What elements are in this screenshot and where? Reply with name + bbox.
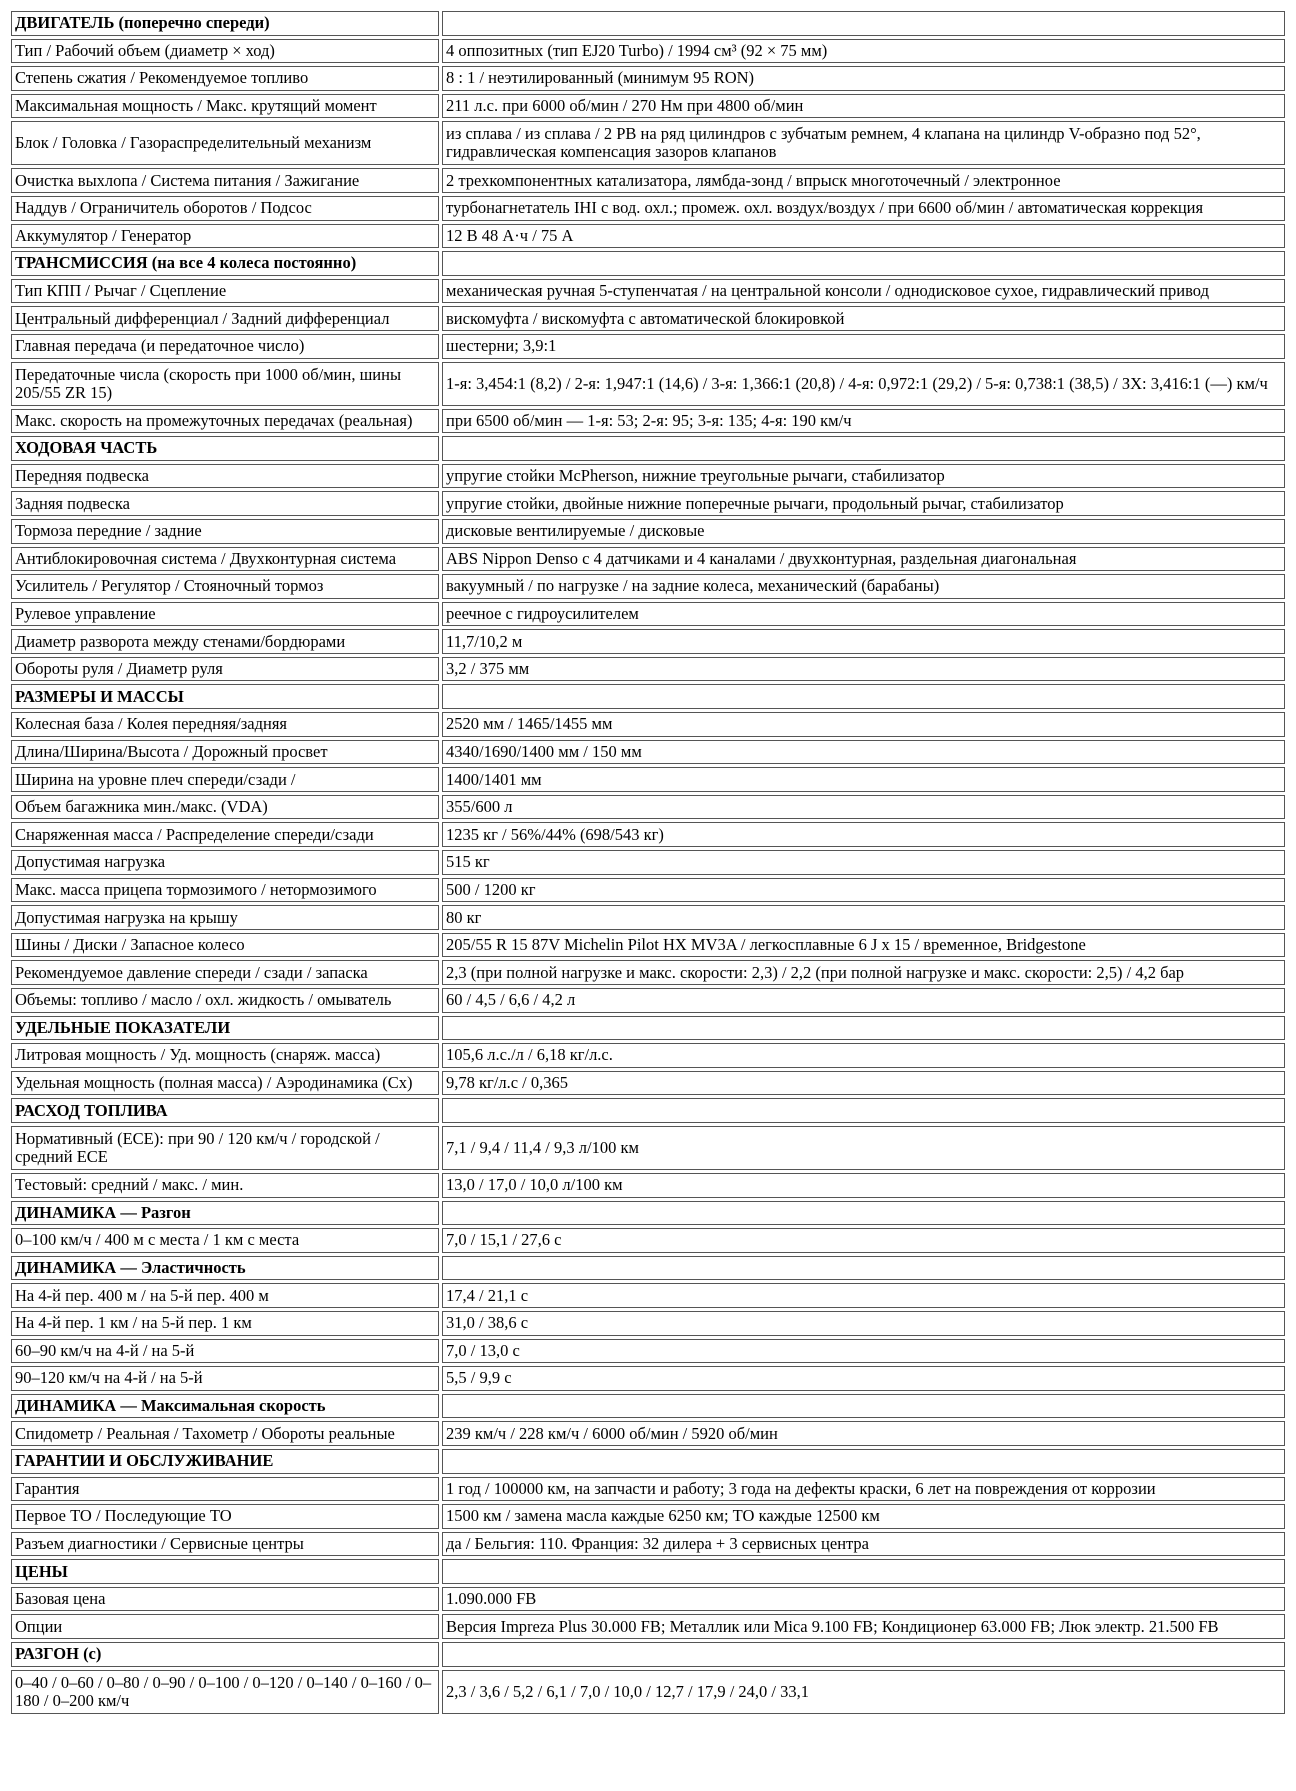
spec-value: вискомуфта / вискомуфта с автоматической блокировкой bbox=[442, 306, 1285, 331]
spec-label: Усилитель / Регулятор / Стояночный тормоз bbox=[11, 574, 439, 599]
spec-value: 12 В 48 А·ч / 75 А bbox=[442, 224, 1285, 249]
spec-row bbox=[11, 1339, 1285, 1364]
spec-label: Шины / Диски / Запасное колесо bbox=[11, 933, 439, 958]
spec-row bbox=[11, 1614, 1285, 1639]
spec-row bbox=[11, 795, 1285, 820]
spec-row bbox=[11, 657, 1285, 682]
spec-row bbox=[11, 279, 1285, 304]
section-header-row bbox=[11, 1098, 1285, 1123]
spec-row bbox=[11, 121, 1285, 165]
section-title: ДИНАМИКА — Разгон bbox=[11, 1201, 439, 1226]
spec-label: Обороты руля / Диаметр руля bbox=[11, 657, 439, 682]
spec-label: Задняя подвеска bbox=[11, 491, 439, 516]
spec-value: 1400/1401 мм bbox=[442, 767, 1285, 792]
spec-label: Опции bbox=[11, 1614, 439, 1639]
spec-value: 5,5 / 9,9 с bbox=[442, 1366, 1285, 1391]
section-title: РАЗГОН (с) bbox=[11, 1642, 439, 1667]
section-header-row bbox=[11, 1642, 1285, 1667]
spec-row bbox=[11, 574, 1285, 599]
spec-row bbox=[11, 1228, 1285, 1253]
spec-row bbox=[11, 1670, 1285, 1714]
section-title: УДЕЛЬНЫЕ ПОКАЗАТЕЛИ bbox=[11, 1016, 439, 1041]
section-title: РАСХОД ТОПЛИВА bbox=[11, 1098, 439, 1123]
section-value-empty bbox=[442, 1256, 1285, 1281]
spec-label: Длина/Ширина/Высота / Дорожный просвет bbox=[11, 740, 439, 765]
spec-value: 2 трехкомпонентных катализатора, лямбда-зонд / впрыск многоточечный / электронное bbox=[442, 168, 1285, 193]
section-title: ДИНАМИКА — Эластичность bbox=[11, 1256, 439, 1281]
spec-label: Тормоза передние / задние bbox=[11, 519, 439, 544]
spec-label: Рулевое управление bbox=[11, 602, 439, 627]
spec-label: Наддув / Ограничитель оборотов / Подсос bbox=[11, 196, 439, 221]
spec-value: 31,0 / 38,6 с bbox=[442, 1311, 1285, 1336]
section-title: ДИНАМИКА — Максимальная скорость bbox=[11, 1394, 439, 1419]
spec-row bbox=[11, 306, 1285, 331]
section-header-row bbox=[11, 1559, 1285, 1584]
spec-row bbox=[11, 334, 1285, 359]
section-value-empty bbox=[442, 1016, 1285, 1041]
spec-label: Базовая цена bbox=[11, 1587, 439, 1612]
section-value-empty bbox=[442, 1642, 1285, 1667]
spec-row bbox=[11, 66, 1285, 91]
spec-value: механическая ручная 5-ступенчатая / на центральной консоли / однодисковое сухое, гидравлический привод bbox=[442, 279, 1285, 304]
spec-row bbox=[11, 409, 1285, 434]
spec-value: 9,78 кг/л.с / 0,365 bbox=[442, 1071, 1285, 1096]
spec-label: Главная передача (и передаточное число) bbox=[11, 334, 439, 359]
spec-row bbox=[11, 878, 1285, 903]
spec-value: 7,0 / 15,1 / 27,6 с bbox=[442, 1228, 1285, 1253]
spec-label: На 4-й пер. 1 км / на 5-й пер. 1 км bbox=[11, 1311, 439, 1336]
spec-value: 211 л.с. при 6000 об/мин / 270 Нм при 4800 об/мин bbox=[442, 94, 1285, 119]
section-value-empty bbox=[442, 1559, 1285, 1584]
spec-value: 11,7/10,2 м bbox=[442, 629, 1285, 654]
spec-label: Объем багажника мин./макс. (VDA) bbox=[11, 795, 439, 820]
spec-label: Допустимая нагрузка на крышу bbox=[11, 905, 439, 930]
spec-label: Очистка выхлопа / Система питания / Зажигание bbox=[11, 168, 439, 193]
spec-value: 3,2 / 375 мм bbox=[442, 657, 1285, 682]
spec-label: Разъем диагностики / Сервисные центры bbox=[11, 1532, 439, 1557]
spec-label: На 4-й пер. 400 м / на 5-й пер. 400 м bbox=[11, 1283, 439, 1308]
spec-value: 8 : 1 / неэтилированный (минимум 95 RON) bbox=[442, 66, 1285, 91]
spec-label: 90–120 км/ч на 4-й / на 5-й bbox=[11, 1366, 439, 1391]
spec-label: Блок / Головка / Газораспределительный механизм bbox=[11, 121, 439, 165]
spec-label: Объемы: топливо / масло / охл. жидкость / омыватель bbox=[11, 988, 439, 1013]
spec-label: 0–100 км/ч / 400 м с места / 1 км с места bbox=[11, 1228, 439, 1253]
spec-value: дисковые вентилируемые / дисковые bbox=[442, 519, 1285, 544]
spec-row bbox=[11, 988, 1285, 1013]
spec-label: 0–40 / 0–60 / 0–80 / 0–90 / 0–100 / 0–120 / 0–140 / 0–160 / 0–180 / 0–200 км/ч bbox=[11, 1670, 439, 1714]
spec-value: 13,0 / 17,0 / 10,0 л/100 км bbox=[442, 1173, 1285, 1198]
spec-row bbox=[11, 1504, 1285, 1529]
spec-value: 2,3 / 3,6 / 5,2 / 6,1 / 7,0 / 10,0 / 12,7 / 17,9 / 24,0 / 33,1 bbox=[442, 1670, 1285, 1714]
spec-label: Макс. масса прицепа тормозимого / нетормозимого bbox=[11, 878, 439, 903]
spec-value: 80 кг bbox=[442, 905, 1285, 930]
spec-label: Рекомендуемое давление спереди / сзади / запаска bbox=[11, 960, 439, 985]
spec-row bbox=[11, 712, 1285, 737]
spec-row bbox=[11, 224, 1285, 249]
spec-row bbox=[11, 1366, 1285, 1391]
spec-row bbox=[11, 519, 1285, 544]
spec-row bbox=[11, 933, 1285, 958]
spec-row bbox=[11, 1311, 1285, 1336]
spec-label: Степень сжатия / Рекомендуемое топливо bbox=[11, 66, 439, 91]
spec-value: 7,1 / 9,4 / 11,4 / 9,3 л/100 км bbox=[442, 1126, 1285, 1170]
section-header-row bbox=[11, 1449, 1285, 1474]
spec-value: шестерни; 3,9:1 bbox=[442, 334, 1285, 359]
spec-label: Передаточные числа (скорость при 1000 об/мин, шины 205/55 ZR 15) bbox=[11, 362, 439, 406]
section-header-row bbox=[11, 684, 1285, 709]
spec-table-body bbox=[11, 11, 1285, 1714]
spec-label: Максимальная мощность / Макс. крутящий момент bbox=[11, 94, 439, 119]
spec-value: 2,3 (при полной нагрузке и макс. скорости: 2,3) / 2,2 (при полной нагрузке и макс. скорости: 2,5) / 4,2 бар bbox=[442, 960, 1285, 985]
spec-row bbox=[11, 740, 1285, 765]
section-value-empty bbox=[442, 1394, 1285, 1419]
section-header-row bbox=[11, 1201, 1285, 1226]
spec-row bbox=[11, 905, 1285, 930]
section-title: ДВИГАТЕЛЬ (поперечно спереди) bbox=[11, 11, 439, 36]
section-value-empty bbox=[442, 251, 1285, 276]
section-value-empty bbox=[442, 11, 1285, 36]
section-value-empty bbox=[442, 1098, 1285, 1123]
spec-label: Колесная база / Колея передняя/задняя bbox=[11, 712, 439, 737]
spec-row bbox=[11, 491, 1285, 516]
section-title: РАЗМЕРЫ И МАССЫ bbox=[11, 684, 439, 709]
spec-value: 1-я: 3,454:1 (8,2) / 2-я: 1,947:1 (14,6) / 3-я: 1,366:1 (20,8) / 4-я: 0,972:1 (29,2) / 5-я: 0,738:1 (38,5) / ЗХ: 3,416:1 (—) км/ч bbox=[442, 362, 1285, 406]
spec-row bbox=[11, 1126, 1285, 1170]
spec-label: Удельная мощность (полная масса) / Аэродинамика (Cx) bbox=[11, 1071, 439, 1096]
spec-row bbox=[11, 547, 1285, 572]
spec-label: Центральный дифференциал / Задний дифференциал bbox=[11, 306, 439, 331]
spec-value: из сплава / из сплава / 2 РВ на ряд цилиндров с зубчатым ремнем, 4 клапана на цилиндр V-образно под 52°, гидравлическая компенсация зазоров клапанов bbox=[442, 121, 1285, 165]
spec-row bbox=[11, 168, 1285, 193]
spec-label: Аккумулятор / Генератор bbox=[11, 224, 439, 249]
spec-value: 515 кг bbox=[442, 850, 1285, 875]
spec-value: турбонагнетатель IHI с вод. охл.; промеж. охл. воздух/воздух / при 6600 об/мин / автоматическая коррекция bbox=[442, 196, 1285, 221]
spec-label: Снаряженная масса / Распределение спереди/сзади bbox=[11, 822, 439, 847]
spec-value: 1.090.000 FB bbox=[442, 1587, 1285, 1612]
spec-label: Тестовый: средний / макс. / мин. bbox=[11, 1173, 439, 1198]
spec-value: 2520 мм / 1465/1455 мм bbox=[442, 712, 1285, 737]
section-header-row bbox=[11, 251, 1285, 276]
spec-value: 17,4 / 21,1 с bbox=[442, 1283, 1285, 1308]
section-value-empty bbox=[442, 1449, 1285, 1474]
spec-label: Диаметр разворота между стенами/бордюрами bbox=[11, 629, 439, 654]
spec-label: Нормативный (ЕСЕ): при 90 / 120 км/ч / городской / средний ЕСЕ bbox=[11, 1126, 439, 1170]
spec-row bbox=[11, 1173, 1285, 1198]
section-value-empty bbox=[442, 1201, 1285, 1226]
spec-row bbox=[11, 602, 1285, 627]
spec-value: упругие стойки McPherson, нижние треугольные рычаги, стабилизатор bbox=[442, 464, 1285, 489]
spec-label: Спидометр / Реальная / Тахометр / Обороты реальные bbox=[11, 1421, 439, 1446]
section-value-empty bbox=[442, 684, 1285, 709]
spec-row bbox=[11, 1283, 1285, 1308]
spec-row bbox=[11, 464, 1285, 489]
spec-table bbox=[8, 8, 1288, 1717]
spec-value: 355/600 л bbox=[442, 795, 1285, 820]
spec-value: 60 / 4,5 / 6,6 / 4,2 л bbox=[442, 988, 1285, 1013]
spec-value: 1 год / 100000 км, на запчасти и работу; 3 года на дефекты краски, 6 лет на повреждения от коррозии bbox=[442, 1477, 1285, 1502]
spec-value: 7,0 / 13,0 с bbox=[442, 1339, 1285, 1364]
spec-label: Первое ТО / Последующие ТО bbox=[11, 1504, 439, 1529]
spec-value: 205/55 R 15 87V Michelin Pilot HX MV3A / легкосплавные 6 J x 15 / временное, Bridgestone bbox=[442, 933, 1285, 958]
spec-row bbox=[11, 1043, 1285, 1068]
section-value-empty bbox=[442, 436, 1285, 461]
spec-label: Ширина на уровне плеч спереди/сзади / bbox=[11, 767, 439, 792]
spec-value: 500 / 1200 кг bbox=[442, 878, 1285, 903]
section-header-row bbox=[11, 1016, 1285, 1041]
spec-value: 239 км/ч / 228 км/ч / 6000 об/мин / 5920 об/мин bbox=[442, 1421, 1285, 1446]
spec-label: Макс. скорость на промежуточных передачах (реальная) bbox=[11, 409, 439, 434]
spec-value: 105,6 л.с./л / 6,18 кг/л.с. bbox=[442, 1043, 1285, 1068]
spec-row bbox=[11, 1071, 1285, 1096]
section-header-row bbox=[11, 1256, 1285, 1281]
spec-row bbox=[11, 1421, 1285, 1446]
spec-value: 1235 кг / 56%/44% (698/543 кг) bbox=[442, 822, 1285, 847]
spec-value: 1500 км / замена масла каждые 6250 км; ТО каждые 12500 км bbox=[442, 1504, 1285, 1529]
section-title: ГАРАНТИИ И ОБСЛУЖИВАНИЕ bbox=[11, 1449, 439, 1474]
spec-value: реечное с гидроусилителем bbox=[442, 602, 1285, 627]
spec-value: 4 оппозитных (тип EJ20 Turbo) / 1994 см³ (92 × 75 мм) bbox=[442, 39, 1285, 64]
spec-value: ABS Nippon Denso с 4 датчиками и 4 каналами / двухконтурная, раздельная диагональная bbox=[442, 547, 1285, 572]
spec-label: Тип КПП / Рычаг / Сцепление bbox=[11, 279, 439, 304]
spec-value: упругие стойки, двойные нижние поперечные рычаги, продольный рычаг, стабилизатор bbox=[442, 491, 1285, 516]
spec-value: Версия Impreza Plus 30.000 FB; Металлик или Mica 9.100 FB; Кондиционер 63.000 FB; Люк электр. 21.500 FB bbox=[442, 1614, 1285, 1639]
spec-label: 60–90 км/ч на 4-й / на 5-й bbox=[11, 1339, 439, 1364]
section-title: ТРАНСМИССИЯ (на все 4 колеса постоянно) bbox=[11, 251, 439, 276]
spec-label: Тип / Рабочий объем (диаметр × ход) bbox=[11, 39, 439, 64]
spec-value: вакуумный / по нагрузке / на задние колеса, механический (барабаны) bbox=[442, 574, 1285, 599]
spec-value: при 6500 об/мин — 1-я: 53; 2-я: 95; 3-я: 135; 4-я: 190 км/ч bbox=[442, 409, 1285, 434]
spec-value: да / Бельгия: 110. Франция: 32 дилера + 3 сервисных центра bbox=[442, 1532, 1285, 1557]
spec-label: Антиблокировочная система / Двухконтурная система bbox=[11, 547, 439, 572]
section-title: ЦЕНЫ bbox=[11, 1559, 439, 1584]
spec-row bbox=[11, 960, 1285, 985]
section-title: ХОДОВАЯ ЧАСТЬ bbox=[11, 436, 439, 461]
spec-row bbox=[11, 1587, 1285, 1612]
spec-label: Литровая мощность / Уд. мощность (снаряж. масса) bbox=[11, 1043, 439, 1068]
section-header-row bbox=[11, 436, 1285, 461]
spec-row bbox=[11, 39, 1285, 64]
spec-row bbox=[11, 629, 1285, 654]
spec-label: Допустимая нагрузка bbox=[11, 850, 439, 875]
spec-row bbox=[11, 850, 1285, 875]
spec-row bbox=[11, 94, 1285, 119]
spec-label: Гарантия bbox=[11, 1477, 439, 1502]
spec-label: Передняя подвеска bbox=[11, 464, 439, 489]
spec-row bbox=[11, 767, 1285, 792]
spec-row bbox=[11, 1532, 1285, 1557]
section-header-row bbox=[11, 1394, 1285, 1419]
section-header-row bbox=[11, 11, 1285, 36]
spec-row bbox=[11, 362, 1285, 406]
spec-row bbox=[11, 1477, 1285, 1502]
spec-value: 4340/1690/1400 мм / 150 мм bbox=[442, 740, 1285, 765]
spec-row bbox=[11, 196, 1285, 221]
spec-row bbox=[11, 822, 1285, 847]
